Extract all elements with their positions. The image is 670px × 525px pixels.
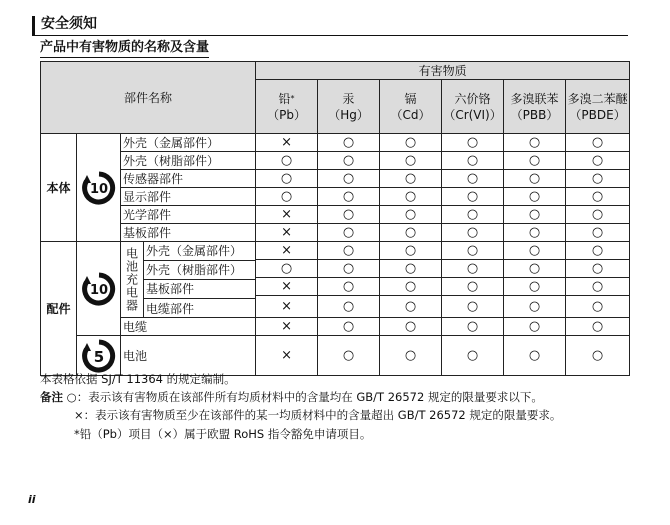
mark: ○ [404, 319, 417, 334]
mark-cell [504, 278, 566, 296]
mark: × [281, 319, 292, 334]
mark-cell [442, 188, 504, 206]
mark-cell [256, 134, 318, 152]
mark-cell [566, 152, 630, 170]
mark: ○ [466, 348, 479, 363]
cross-note: ×：表示该有害物质至少在该部件的某一均质材料中的含量超出 GB/T 26572 规定的限量要求。 [74, 408, 562, 422]
mark-cell [566, 278, 630, 296]
mark: ○ [528, 319, 541, 334]
mark-cell [318, 224, 380, 242]
mark: ○ [528, 153, 541, 168]
table-title: 产品中有害物质的名称及含量 [40, 40, 209, 58]
remark-circle [40, 390, 543, 405]
mark: ○ [591, 279, 604, 294]
table-row [41, 224, 630, 242]
mark: ○ [591, 261, 604, 276]
epup-10-icon [82, 272, 116, 306]
col-header-cr: 六价铬 （Cr(VI)） [442, 80, 504, 134]
mark-cell [318, 242, 380, 260]
mark-cell [504, 152, 566, 170]
mark: ○ [280, 153, 293, 168]
mark: ○ [528, 135, 541, 150]
mark: ○ [342, 135, 355, 150]
epup-10-icon [82, 171, 116, 205]
mark: ○ [528, 279, 541, 294]
part-name: 外壳（树脂部件） [121, 152, 256, 170]
circle-note: ○：表示该有害物质在该部件所有均质材料中的含量均在 GB/T 26572 规定的限量要求以下。 [66, 390, 543, 404]
mark-cell [504, 224, 566, 242]
mark-cell [256, 224, 318, 242]
table-row [41, 188, 630, 206]
mark: ○ [591, 189, 604, 204]
mark-cell [504, 318, 566, 336]
part-name: 电缆部件 [146, 301, 195, 316]
part-name: 显示部件 [121, 188, 256, 206]
mark-cell [442, 278, 504, 296]
mark-cell [318, 152, 380, 170]
mark: ○ [591, 135, 604, 150]
mark: ○ [466, 171, 479, 186]
battery-charger-cell [121, 242, 256, 318]
mark: ○ [528, 189, 541, 204]
col-header-pbb: 多溴联苯 （PBB） [504, 80, 566, 134]
mark-cell [442, 170, 504, 188]
mark-cell [442, 242, 504, 260]
mark: × [281, 299, 292, 314]
mark: ○ [466, 189, 479, 204]
mark: ○ [342, 319, 355, 334]
mark: ○ [528, 299, 541, 314]
mark-cell [256, 296, 318, 318]
mark: ○ [404, 189, 417, 204]
mark: ○ [591, 299, 604, 314]
mark-cell [566, 260, 630, 278]
mark: ○ [591, 243, 604, 258]
mark-cell [256, 336, 318, 376]
mark: ○ [404, 261, 417, 276]
mark-cell [504, 336, 566, 376]
mark: ○ [404, 279, 417, 294]
mark-cell [442, 318, 504, 336]
part-name: 传感器部件 [121, 170, 256, 188]
mark: ○ [404, 207, 417, 222]
mark-cell [442, 206, 504, 224]
mark: ○ [466, 243, 479, 258]
mark-cell [380, 336, 442, 376]
mark-cell [380, 278, 442, 296]
mark: ○ [280, 171, 293, 186]
mark-cell [318, 260, 380, 278]
mark: ○ [404, 243, 417, 258]
mark-cell [504, 296, 566, 318]
mark: ○ [466, 135, 479, 150]
mark: ○ [404, 171, 417, 186]
col-header-pbde: 多溴二苯醚 （PBDE） [566, 80, 630, 134]
mark: ○ [528, 225, 541, 240]
part-name: 电缆 [121, 318, 256, 336]
mark-cell [504, 188, 566, 206]
hazardous-substances-table [40, 61, 630, 376]
mark: ○ [280, 261, 293, 276]
mark-cell [318, 170, 380, 188]
epup-5-logo [77, 336, 121, 376]
mark-cell [256, 318, 318, 336]
mark-cell [318, 206, 380, 224]
mark-cell [566, 336, 630, 376]
group-label-accessories: 配件 [41, 242, 77, 376]
mark-cell [380, 224, 442, 242]
mark-cell [380, 296, 442, 318]
mark: ○ [342, 299, 355, 314]
mark: ○ [591, 207, 604, 222]
part-name: 电池 [121, 336, 256, 376]
col-header-pb: 铅* （Pb） [256, 80, 318, 134]
mark: ○ [466, 279, 479, 294]
mark: × [281, 279, 292, 294]
section-header [32, 16, 628, 36]
part-name: 外壳（树脂部件） [144, 261, 255, 280]
mark: ○ [342, 225, 355, 240]
mark-cell [318, 296, 380, 318]
mark-cell [442, 152, 504, 170]
mark: ○ [591, 348, 604, 363]
part-name: 基板部件 [121, 224, 256, 242]
mark: ○ [342, 279, 355, 294]
mark: ○ [466, 261, 479, 276]
page-number: ii [28, 493, 36, 506]
mark: ○ [342, 171, 355, 186]
mark-cell [318, 318, 380, 336]
mark: ○ [466, 207, 479, 222]
mark-cell [256, 188, 318, 206]
table-row [41, 170, 630, 188]
mark-cell [566, 206, 630, 224]
table-row [41, 242, 630, 260]
mark-cell [256, 170, 318, 188]
mark: ○ [342, 189, 355, 204]
mark: ○ [528, 261, 541, 276]
col-header-hg: 汞 （Hg） [318, 80, 380, 134]
mark: ○ [342, 153, 355, 168]
mark-cell [380, 318, 442, 336]
mark-cell [566, 242, 630, 260]
mark-cell [380, 170, 442, 188]
part-name: 光学部件 [121, 206, 256, 224]
mark: ○ [342, 207, 355, 222]
mark: ○ [591, 225, 604, 240]
mark-cell [566, 134, 630, 152]
mark-cell [504, 170, 566, 188]
mark: ○ [466, 299, 479, 314]
mark-cell [566, 170, 630, 188]
part-name: 外壳（金属部件） [121, 134, 256, 152]
mark: ○ [528, 171, 541, 186]
mark-cell [380, 206, 442, 224]
mark: ○ [342, 348, 355, 363]
mark-cell [442, 296, 504, 318]
mark: ○ [466, 153, 479, 168]
mark: × [281, 135, 292, 150]
epup-5-icon [82, 339, 116, 373]
mark: ○ [528, 243, 541, 258]
svg-text:10: 10 [89, 181, 108, 197]
svg-text:10: 10 [89, 282, 108, 298]
mark: × [281, 243, 292, 258]
table-row [41, 206, 630, 224]
mark-cell [566, 224, 630, 242]
mark: ○ [342, 261, 355, 276]
epup-10-logo-body [77, 134, 121, 242]
mark-cell [318, 336, 380, 376]
section-title: 安全须知 [41, 16, 97, 32]
mark: ○ [342, 243, 355, 258]
mark-cell [256, 206, 318, 224]
mark-cell [256, 260, 318, 278]
mark: ○ [404, 299, 417, 314]
table-row [41, 336, 630, 376]
col-header-cd: 镉 （Cd） [380, 80, 442, 134]
mark: × [281, 207, 292, 222]
mark: × [281, 348, 292, 363]
table-row [41, 152, 630, 170]
mark: ○ [466, 225, 479, 240]
mark-cell [380, 152, 442, 170]
part-name-header: 部件名称 [41, 62, 256, 134]
mark-cell [442, 260, 504, 278]
group-label-body: 本体 [41, 134, 77, 242]
basis-note: 本表格依据 SJ/T 11364 的规定编制。 [40, 372, 236, 386]
mark-cell [318, 188, 380, 206]
hazard-group-header: 有害物质 [256, 62, 630, 80]
mark-cell [380, 188, 442, 206]
table-row [41, 318, 630, 336]
mark-cell [504, 206, 566, 224]
mark: × [281, 225, 292, 240]
mark: ○ [591, 171, 604, 186]
mark-cell [256, 152, 318, 170]
part-name: 基板部件 [144, 280, 255, 299]
mark-cell [442, 224, 504, 242]
mark: ○ [404, 348, 417, 363]
mark-cell [380, 242, 442, 260]
mark-cell [504, 260, 566, 278]
part-name: 外壳（金属部件） [144, 242, 255, 261]
mark: ○ [466, 319, 479, 334]
mark: ○ [528, 207, 541, 222]
mark-cell [566, 188, 630, 206]
battery-charger-label: 电池充电器 [121, 242, 144, 317]
mark-cell [380, 134, 442, 152]
mark-cell [256, 242, 318, 260]
table-row [41, 134, 630, 152]
mark-cell [504, 242, 566, 260]
mark-cell [318, 134, 380, 152]
mark: ○ [280, 189, 293, 204]
mark-cell [380, 260, 442, 278]
mark-cell [256, 278, 318, 296]
mark-cell [504, 134, 566, 152]
mark: ○ [528, 348, 541, 363]
mark-cell [442, 336, 504, 376]
epup-10-logo-accessories [77, 242, 121, 336]
mark-cell [442, 134, 504, 152]
mark-cell [566, 296, 630, 318]
mark-cell [566, 318, 630, 336]
remark-label: 备注 [40, 390, 63, 404]
mark: ○ [591, 153, 604, 168]
footnote: *铅（Pb）项目（×）属于欧盟 RoHS 指令豁免申请项目。 [74, 427, 372, 441]
svg-text:5: 5 [93, 347, 104, 366]
mark: ○ [404, 225, 417, 240]
mark: ○ [404, 153, 417, 168]
mark: ○ [404, 135, 417, 150]
mark: ○ [591, 319, 604, 334]
mark-cell [318, 278, 380, 296]
